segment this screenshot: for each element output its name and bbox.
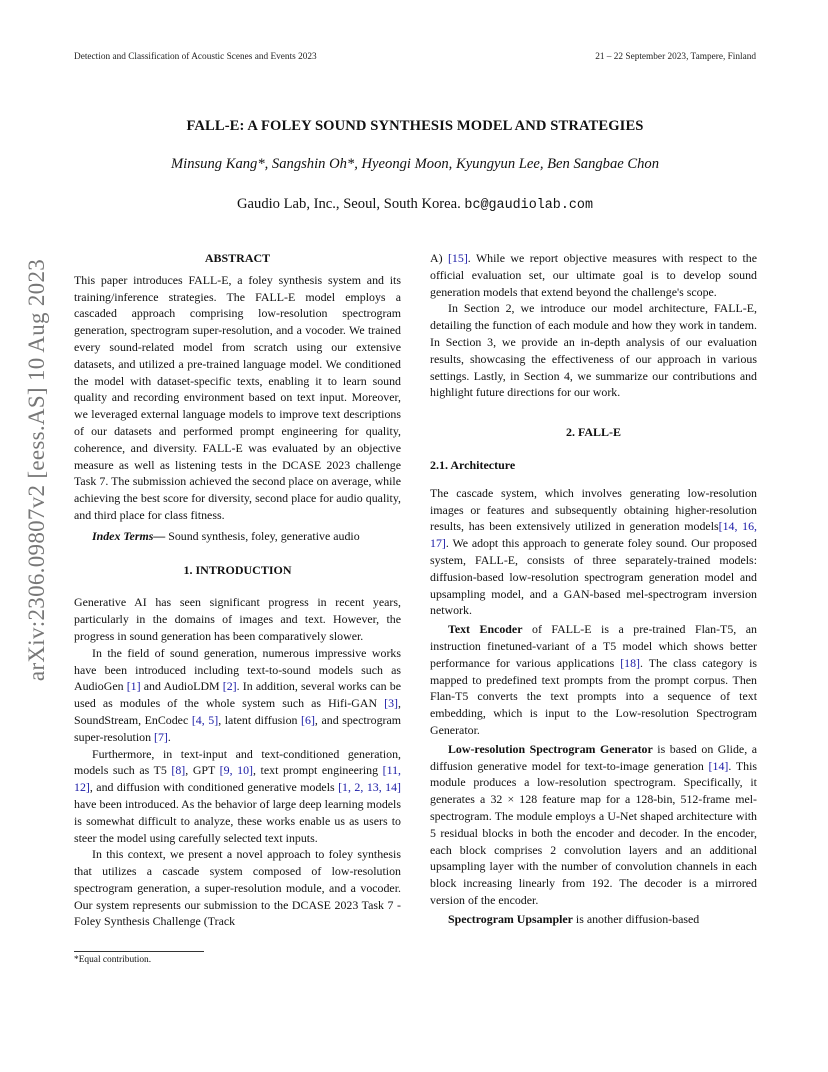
citation-link[interactable]: [1] [126,679,141,694]
citation-link[interactable]: [18] [620,655,640,670]
fall-e-heading: 2. FALL-E [565,425,622,440]
intro-paragraph-4: In this context, we present a novel approach to foley synthesis that utilizes a cascade system composed of low-resolution spectrogram generation, a super-resolution module, and a vocoder. Our system represents our submission to the DCASE 2023 Task 7 - Foley Synthesis Challenge (Track [74,847,401,929]
upsampler-paragraph [430,911,757,928]
footnote: *Equal contribution. [74,955,152,965]
right-column [430,250,757,927]
low-res-generator-lead: Low-resolution Spectrogram Generator [448,741,653,756]
index-terms-label: Index Terms— [92,528,166,543]
citation-link[interactable]: [6] [301,712,315,727]
low-res-generator-paragraph [430,741,757,909]
text-run: . [167,729,171,744]
affiliation [74,196,756,213]
citation-link[interactable]: [15] [447,251,468,265]
citation-link[interactable]: [7] [154,729,168,744]
text-encoder-lead: Text Encoder [448,622,523,637]
text-run: Furthermore, in text-input and text-conditioned generation, models such as T5 [74,746,401,778]
text-run: . We adopt this approach to generate foley sound. Our proposed system, FALL-E, consists of three separately-trained models: diffusion-based low-resolution spectrogram generation model and upsampling model, and a GAN-based mel-spectrogram inversion network. [430,536,757,618]
citation-link[interactable]: [3] [384,696,399,711]
citation-link[interactable]: [9, 10] [219,763,253,778]
affiliation-email[interactable]: bc@gaudiolab.com [464,198,593,213]
architecture-subheading: 2.1. Architecture [430,457,516,472]
citation-link[interactable]: [1, 2, 13, 14] [338,780,401,795]
index-terms [74,528,401,545]
text-run: have been introduced. As the behavior of large deep learning models is somewhat difficult to analyze, these works enable us as users to steer the model using carefully selected text inputs. [74,796,401,845]
text-run: and AudioLDM [140,679,223,694]
footnote-rule [74,951,204,952]
text-run: of FALL-E is a pre-trained Flan-T5, an instruction finetuned-variant of a T5 model which shows better performance for various applications [430,622,757,670]
paper-title: FALL-E: A FOLEY SOUND SYNTHESIS MODEL AND STRATEGIES [186,118,644,134]
upsampler-lead: Spectrogram Upsampler [448,911,573,926]
intro-paragraph-4-continued [430,250,757,300]
citation-link[interactable]: [14, 16, 17] [430,519,757,551]
text-run: , SoundStream, EnCodec [74,696,401,727]
arxiv-stamp-text: arXiv:2306.09807v2 [eess.AS] 10 Aug 2023 [24,258,50,682]
text-run: , and diffusion with conditioned generative models [89,780,339,795]
citation-link[interactable]: [2] [222,679,237,694]
intro-paragraph-1: Generative AI has seen significant progress in recent years, particularly in the domains of images and text. However, the progress in sound generation has been comparatively slower. [74,595,401,643]
citation-link[interactable]: [14] [708,758,729,773]
abstract-heading: ABSTRACT [204,251,271,265]
text-run: is another diffusion-based [572,911,700,926]
text-run: . The class category is mapped to predefined text prompts from the prompt corpus. Then Flan-T5 converts the text prompts into a sequence of text embedding, which is input to the Low-resolution Spectrogram Generator. [430,655,757,737]
arxiv-stamp [22,258,52,682]
citation-link[interactable]: [4, 5] [191,712,219,727]
text-run: A) [430,251,448,265]
intro-paragraph-2 [74,645,401,746]
text-run: , latent diffusion [218,712,302,727]
running-header-right: 21 – 22 September 2023, Tampere, Finland [595,52,756,62]
citation-link[interactable]: [11, 12] [74,763,402,795]
text-run: . In addition, several works can be used as modules of the whole system such as Hifi-GAN [74,679,401,711]
text-run: , and spectrogram super-resolution [74,712,401,744]
intro-paragraph-5: In Section 2, we introduce our model architecture, FALL-E, detailing the function of each module and how they work in tandem. In Section 3, we provide an in-depth analysis of our evaluation results, showcasing the effectiveness of our approach in various settings. Lastly, in Section 4, we summarize our contributions and highlight future directions for our work. [430,301,757,400]
citation-link[interactable]: [8] [171,763,186,778]
author-list: Minsung Kang*, Sangshin Oh*, Hyeongi Moon, Kyungyun Lee, Ben Sangbae Chon [170,156,660,172]
abstract-text: This paper introduces FALL-E, a foley synthesis system and its training/inference strategies. The FALL-E model employs a cascaded approach comprising low-resolution spectrogram generation, spectrogram super-resolution, and a vocoder. We trained every sound-related model from scratch using our extensive datasets, and utilized a pre-trained language model. We conditioned the model with dataset-specific texts, enabling it to learn sound quality and recording environment based on text input. Moreover, we leveraged external language models to improve text descriptions of our datasets and performed prompt engineering for quality, coherence, and diversity. FALL-E was evaluated by an objective measure as well as listening tests in the DCASE 2023 challenge Task 7. The submission achieved the second place on average, while achieving the best score for diversity, second place for audio quality, and third place for class fitness. [74,272,401,522]
text-run: , GPT [185,763,220,778]
running-header-left: Detection and Classification of Acoustic Scenes and Events 2023 [74,52,317,62]
architecture-paragraph-1 [430,485,757,619]
affiliation-org: Gaudio Lab, Inc., Seoul, South Korea. [237,196,461,212]
text-run: is based on Glide, a diffusion generative model for text-to-image generation [430,741,757,773]
text-run: . While we report objective measures with respect to the official evaluation set, our ultimate goal is to develop sound generation models that extend beyond the challenge's scope. [430,251,757,299]
text-run: The cascade system, which involves generating low-resolution images or features and subsequently obtaining higher-resolution results, has been extensively utilized in generation models [430,485,757,534]
text-run: In the field of sound generation, numerous impressive works have been introduced including text-to-sound models such as AudioGen [74,645,401,694]
index-terms-text: Sound synthesis, foley, generative audio [168,528,360,543]
text-run: , text prompt engineering [253,763,383,778]
text-encoder-paragraph [430,621,757,739]
text-run: . This module produces a low-resolution spectrogram. Specifically, it generates a 32 × 128 feature map for a 128-bin, 512-frame mel-spectrogram. The module employs a U-Net shaped architecture with 5 residual blocks in both the encoder and decoder. In the encoder, each block comprises 2 convolution layers and an additional upsampling layer with the number of convolution channels in each block increasing linearly from 192. The decoder is a mirrored version of the encoder. [430,758,758,907]
left-column [74,250,401,930]
intro-heading: 1. INTRODUCTION [183,562,292,577]
intro-paragraph-3 [74,746,401,847]
